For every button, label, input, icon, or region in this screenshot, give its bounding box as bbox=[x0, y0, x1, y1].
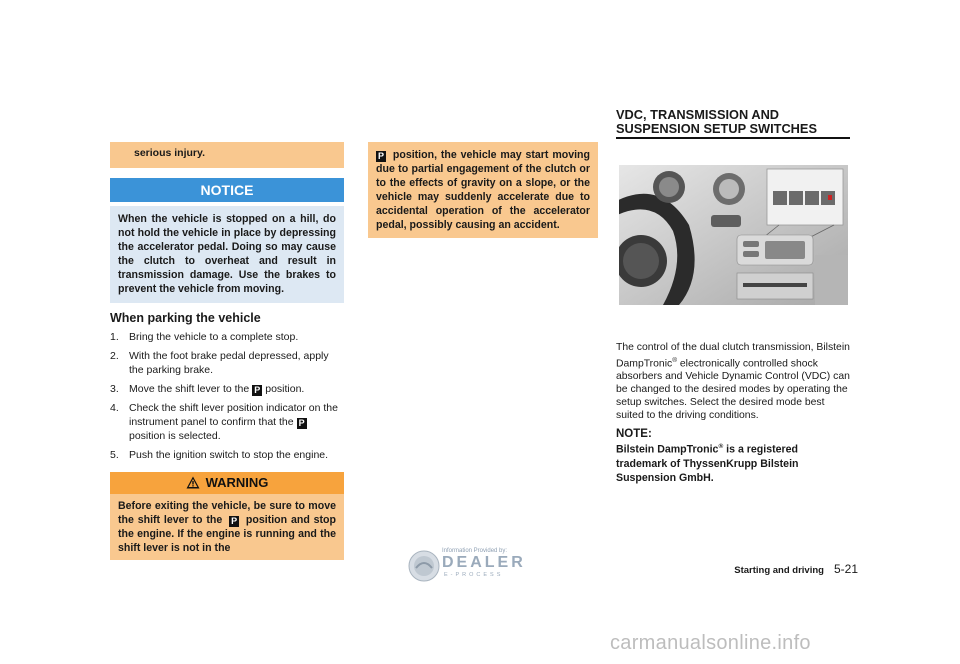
park-position-icon: P bbox=[254, 385, 261, 395]
watermark: carmanualsonline.info bbox=[610, 632, 811, 654]
list-item: 3. Move the shift lever to the P position. bbox=[110, 383, 305, 395]
list-item: 2. With the foot brake pedal depressed, apply the parking brake. bbox=[110, 350, 329, 376]
warning-header: WARNING bbox=[110, 472, 344, 494]
warning-continuation-body: P position, the vehicle may start moving due to partial engagement of the clutch or to the effects of gravity on a slope, or the vehicle may suddenly accelerate due to accidental operation of the accelerator pedal, possibly causing an accident. bbox=[368, 142, 598, 238]
list-item: 4. Check the shift lever position indicator on the instrument panel to confirm that the P position is selected. bbox=[110, 402, 338, 442]
dealer-sub: E-PROCESS bbox=[444, 572, 504, 578]
list-item: 5. Push the ignition switch to stop the engine. bbox=[110, 449, 329, 461]
warning-body: Before exiting the vehicle, be sure to move the shift lever to the P position and stop the engine. If the engine is running and the shift lever is not in the bbox=[110, 494, 344, 560]
body-paragraph: The control of the dual clutch transmission, Bilstein DampTronic® electronically controlled shock absorbers and Vehicle Dynamic Control (VDC) can be changed to the desired modes by operating the setup switches. Select the desired mode best suited to the driving conditions. bbox=[616, 342, 850, 422]
note-body: Bilstein DampTronic® is a registered trademark of ThyssenKrupp Bilstein Suspension GmbH. bbox=[616, 443, 799, 484]
page-number: 5-21 bbox=[833, 562, 858, 576]
section-heading: VDC, TRANSMISSION AND SUSPENSION SETUP SWITCHES bbox=[616, 108, 850, 139]
notice-body: When the vehicle is stopped on a hill, do not hold the vehicle in place by depressing the accelerator pedal. Doing so may cause the clutch to overheat and result in transmission damage. Use the brakes to prevent the vehicle from moving. bbox=[110, 206, 344, 303]
note-title: NOTE: bbox=[616, 428, 652, 441]
warning-triangle-icon bbox=[186, 476, 200, 489]
notice-header: NOTICE bbox=[110, 178, 344, 202]
page-footer bbox=[668, 560, 858, 578]
warning-continuation-text: serious injury. bbox=[134, 147, 205, 159]
dealer-provided-text: Information Provided by: bbox=[442, 548, 508, 554]
right-column bbox=[616, 108, 850, 485]
dashboard-switches-photo bbox=[619, 165, 848, 305]
park-position-icon: P bbox=[377, 151, 384, 161]
list-item: 1. Bring the vehicle to a complete stop. bbox=[110, 331, 299, 343]
dealer-name: DEALER bbox=[442, 554, 526, 571]
dealer-logo bbox=[408, 548, 548, 584]
park-position-icon: P bbox=[298, 418, 305, 428]
footer-section: Starting and driving bbox=[734, 565, 824, 576]
section-title: When parking the vehicle bbox=[110, 311, 261, 325]
left-column bbox=[110, 142, 344, 560]
warning-continuation-box bbox=[110, 142, 344, 168]
dealer-badge-icon bbox=[408, 550, 440, 582]
park-position-icon: P bbox=[231, 516, 238, 526]
parking-steps-list bbox=[110, 330, 344, 462]
middle-column bbox=[368, 142, 598, 238]
